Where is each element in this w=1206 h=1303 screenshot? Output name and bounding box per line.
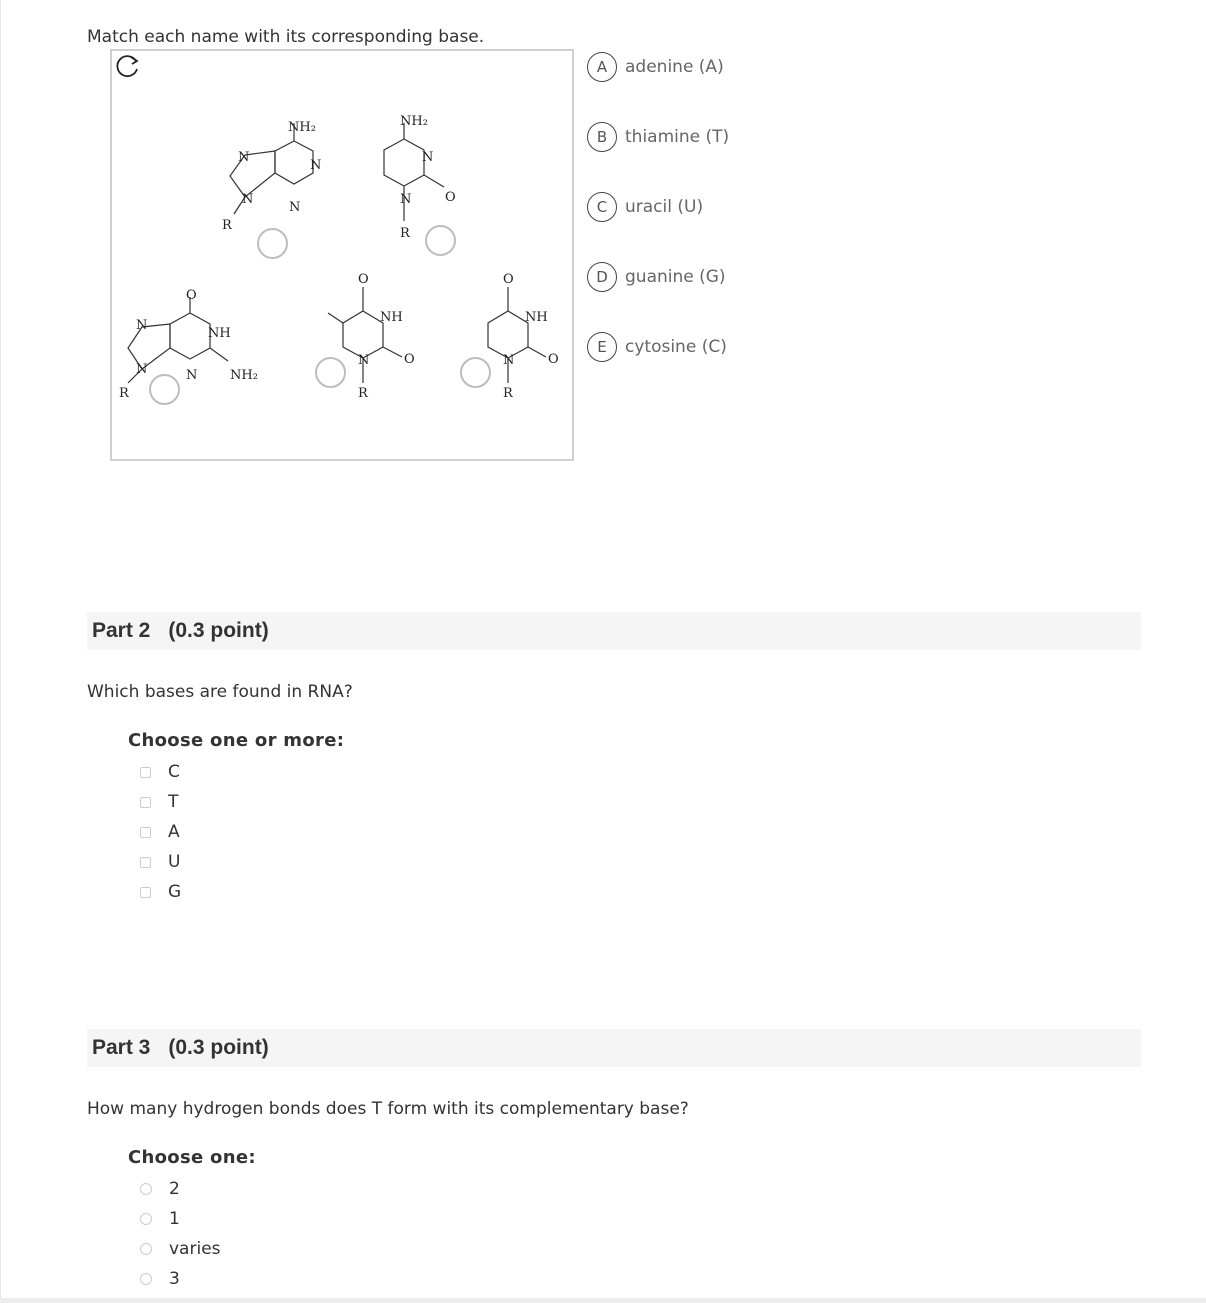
- label-n-uracil: N: [503, 353, 515, 368]
- left-border: [0, 0, 1, 1303]
- matching-area: [110, 49, 574, 461]
- part3-choice-varies[interactable]: [140, 1238, 221, 1260]
- part2-points: (0.3 point): [168, 619, 269, 642]
- part2-title: Part 2: [92, 619, 151, 642]
- label-n-guanine-1: N: [136, 318, 148, 333]
- part1-prompt: Match each name with its corresponding base.: [87, 27, 485, 47]
- option-badge: D: [587, 262, 617, 292]
- label-n-adenine-3: N: [242, 192, 254, 207]
- option-badge: B: [587, 122, 617, 152]
- label-r-cytosine: R: [400, 226, 410, 241]
- label-nh-guanine: NH: [208, 326, 231, 341]
- part3-points: (0.3 point): [168, 1036, 269, 1059]
- choice-label: varies: [169, 1239, 221, 1259]
- radio-button[interactable]: [140, 1183, 152, 1195]
- option-badge: E: [587, 332, 617, 362]
- label-nh2-cytosine: NH₂: [400, 114, 428, 129]
- checkbox[interactable]: [140, 887, 151, 898]
- part2-choice-a[interactable]: [140, 821, 180, 843]
- label-nh2-adenine: NH₂: [288, 120, 316, 135]
- checkbox[interactable]: [140, 767, 151, 778]
- base-structures: [112, 51, 576, 463]
- label-r-guanine: R: [119, 386, 129, 401]
- label-o-uracil-1: O: [503, 272, 514, 287]
- part3-question: How many hydrogen bonds does T form with its complementary base?: [87, 1099, 689, 1119]
- option-a[interactable]: [587, 51, 724, 83]
- label-o-uracil-2: O: [548, 352, 559, 367]
- radio-button[interactable]: [140, 1273, 152, 1285]
- label-nh-uracil: NH: [525, 310, 548, 325]
- part3-choice-2[interactable]: [140, 1178, 180, 1200]
- drop-target-adenine[interactable]: [257, 228, 288, 259]
- choice-label: A: [168, 822, 180, 842]
- option-badge: C: [587, 192, 617, 222]
- checkbox[interactable]: [140, 797, 151, 808]
- drop-target-thymine[interactable]: [315, 357, 346, 388]
- part2-question: Which bases are found in RNA?: [87, 682, 353, 702]
- part2-choice-u[interactable]: [140, 851, 180, 873]
- label-o-guanine: O: [186, 288, 197, 303]
- label-n-guanine-3: N: [186, 368, 198, 383]
- part3-instruction: Choose one:: [128, 1147, 256, 1168]
- option-label: uracil (U): [625, 197, 704, 217]
- bottom-border: [0, 1298, 1206, 1303]
- option-badge: A: [587, 52, 617, 82]
- part2-choice-t[interactable]: [140, 791, 178, 813]
- radio-button[interactable]: [140, 1213, 152, 1225]
- label-nh2-guanine: NH₂: [230, 368, 258, 383]
- label-r-uracil: R: [503, 386, 513, 401]
- label-n-adenine-4: N: [289, 200, 301, 215]
- part2-header: [87, 612, 1141, 650]
- label-nh-thymine: NH: [380, 310, 403, 325]
- part2-instruction: Choose one or more:: [128, 730, 345, 751]
- checkbox[interactable]: [140, 827, 151, 838]
- option-e[interactable]: [587, 331, 727, 363]
- choice-label: 2: [169, 1179, 180, 1199]
- option-c[interactable]: [587, 191, 703, 223]
- option-b[interactable]: [587, 121, 729, 153]
- checkbox[interactable]: [140, 857, 151, 868]
- choice-label: U: [168, 852, 181, 872]
- label-r-adenine: R: [222, 218, 232, 233]
- label-o-thymine-2: O: [404, 352, 415, 367]
- label-o-cytosine: O: [445, 190, 456, 205]
- radio-button[interactable]: [140, 1243, 152, 1255]
- label-n-cytosine-2: N: [400, 192, 412, 207]
- choice-label: G: [168, 882, 182, 902]
- drop-target-uracil[interactable]: [460, 357, 491, 388]
- label-n-guanine-2: N: [136, 362, 148, 377]
- option-label: guanine (G): [625, 267, 726, 287]
- label-n-adenine-2: N: [310, 158, 322, 173]
- part2-choice-g[interactable]: [140, 881, 181, 903]
- label-n-thymine: N: [358, 353, 370, 368]
- choice-label: 3: [169, 1269, 180, 1289]
- option-label: thiamine (T): [625, 127, 730, 147]
- drop-target-cytosine[interactable]: [425, 225, 456, 256]
- choice-label: T: [168, 792, 179, 812]
- label-n-adenine-1: N: [238, 150, 250, 165]
- part3-title: Part 3: [92, 1036, 151, 1059]
- part3-choice-3[interactable]: [140, 1268, 180, 1290]
- part3-choice-1[interactable]: [140, 1208, 180, 1230]
- reset-icon[interactable]: [112, 51, 142, 81]
- drop-target-guanine[interactable]: [149, 374, 180, 405]
- part3-header: [87, 1029, 1141, 1067]
- label-n-cytosine-1: N: [422, 150, 434, 165]
- choice-label: C: [168, 762, 180, 782]
- choice-label: 1: [169, 1209, 180, 1229]
- label-o-thymine-1: O: [358, 272, 369, 287]
- option-d[interactable]: [587, 261, 726, 293]
- option-label: cytosine (C): [625, 337, 727, 357]
- option-label: adenine (A): [625, 57, 724, 77]
- part2-choice-c[interactable]: [140, 761, 180, 783]
- label-r-thymine: R: [358, 386, 368, 401]
